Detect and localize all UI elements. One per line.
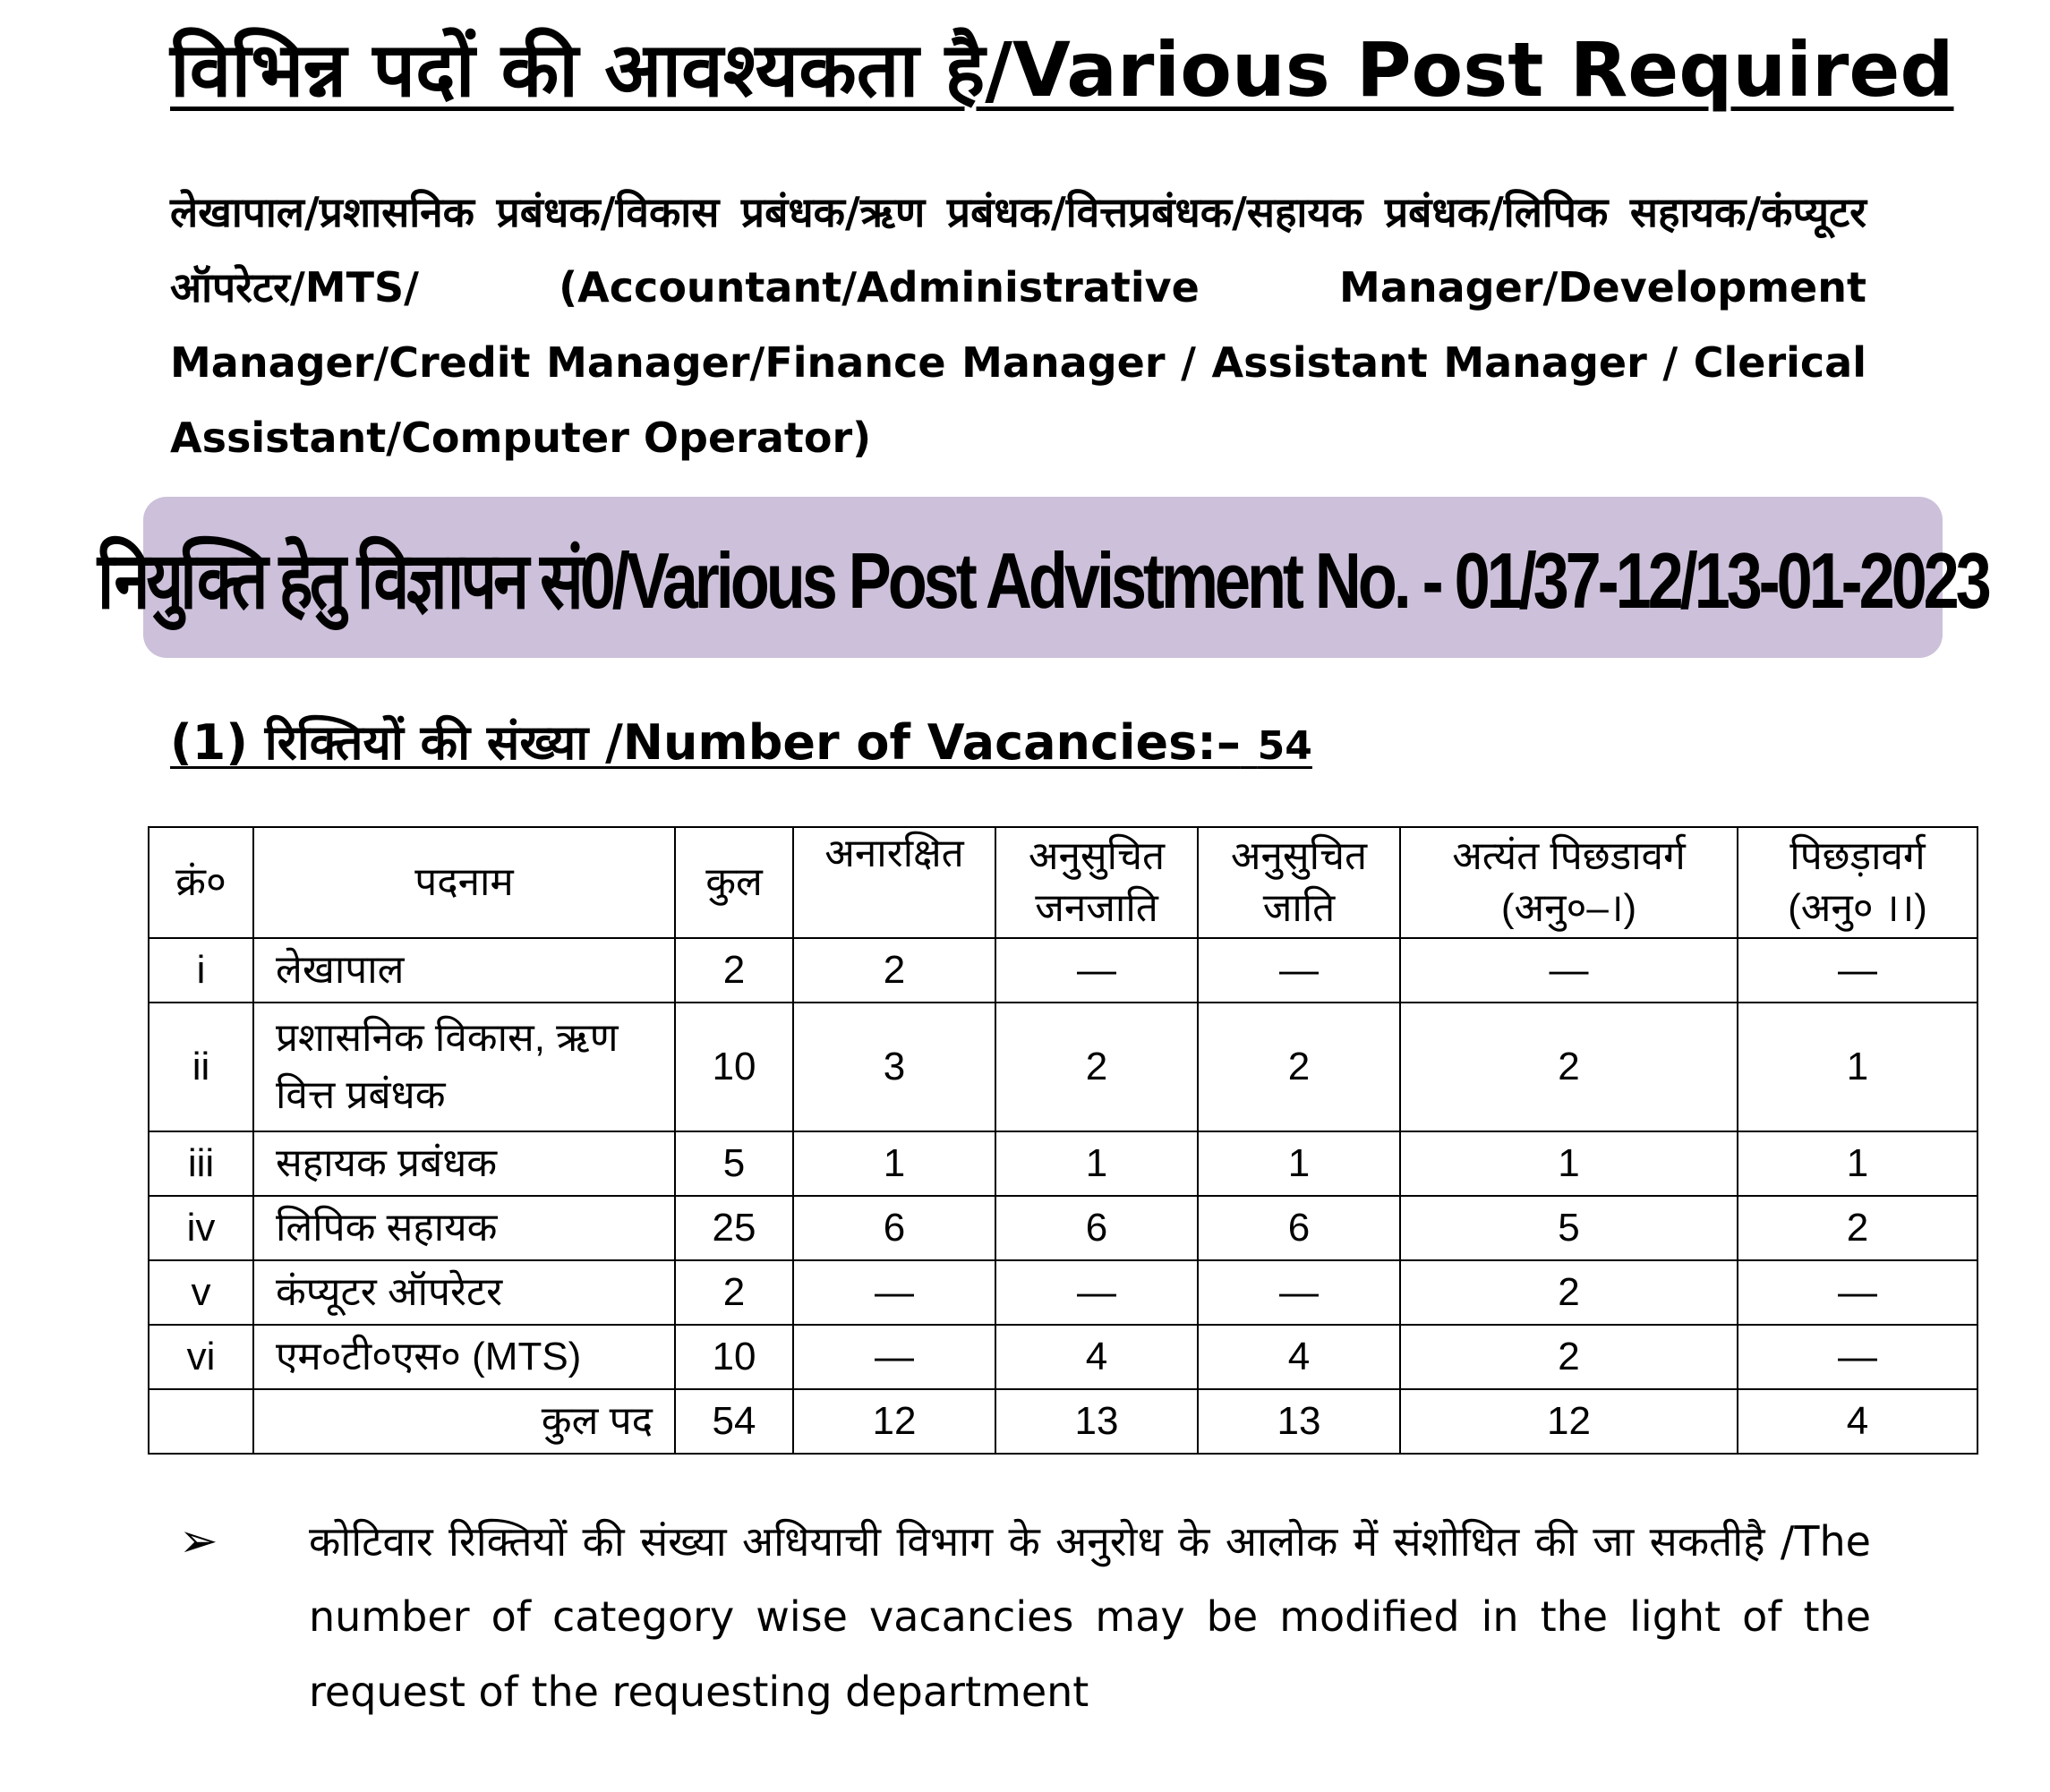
table-cell: 2	[793, 938, 995, 1003]
table-cell: लिपिक सहायक	[253, 1196, 675, 1260]
table-cell: 2	[675, 938, 793, 1003]
total-label: कुल पद	[253, 1389, 675, 1454]
table-cell: कंप्यूटर ऑपरेटर	[253, 1260, 675, 1325]
table-cell: सहायक प्रबंधक	[253, 1131, 675, 1196]
posts-list: लेखापाल/प्रशासनिक प्रबंधक/विकास प्रबंधक/ऋण प्रबंधक/वित्तप्रबंधक/सहायक प्रबंधक/लिपिक सहायक/कंप्यूटर ऑपरेटर/MTS/ (Accountant/Administrative Manager/Development Manager/Credit Manager/Finance Manager / Assistant Manager / Clerical Assistant/Computer Operator)	[170, 188, 1866, 462]
table-cell: iv	[149, 1196, 253, 1260]
table-cell: 10	[675, 1325, 793, 1389]
table-cell: 1	[995, 1131, 1198, 1196]
table-cell: 6	[793, 1196, 995, 1260]
table-row	[149, 1260, 1977, 1325]
table-cell: 12	[1400, 1389, 1738, 1454]
table-cell: —	[793, 1260, 995, 1325]
header-cell: क्रं०	[149, 827, 253, 938]
header-cell: पदनाम	[253, 827, 675, 938]
table-cell: —	[1400, 938, 1738, 1003]
table-cell: ii	[149, 1003, 253, 1131]
table-cell: 1	[1198, 1131, 1400, 1196]
table-cell: 25	[675, 1196, 793, 1260]
table-cell: v	[149, 1260, 253, 1325]
table-cell: 5	[675, 1131, 793, 1196]
table-cell: 54	[675, 1389, 793, 1454]
table-cell: 2	[1198, 1003, 1400, 1131]
table-cell: 1	[1738, 1003, 1977, 1131]
table-row	[149, 1196, 1977, 1260]
header-cell: पिछड़ावर्ग (अनु० ।।)	[1738, 827, 1977, 938]
table-row	[149, 1325, 1977, 1389]
table-cell: —	[995, 1260, 1198, 1325]
note	[179, 1504, 1871, 1729]
table-cell: 12	[793, 1389, 995, 1454]
table-cell: —	[793, 1325, 995, 1389]
table-cell: एम०टी०एस० (MTS)	[253, 1325, 675, 1389]
table-cell: —	[1738, 1260, 1977, 1325]
table-cell: —	[1198, 938, 1400, 1003]
table-cell: 2	[1400, 1325, 1738, 1389]
table-cell: 2	[1400, 1003, 1738, 1131]
table-cell: 2	[995, 1003, 1198, 1131]
table-cell: 4	[1198, 1325, 1400, 1389]
vacancies-table	[148, 826, 1978, 1455]
table-cell: 13	[995, 1389, 1198, 1454]
table-cell: 1	[1400, 1131, 1738, 1196]
page-title: विभिन्न पदों की आवश्यकता है/Various Post Required	[170, 26, 1954, 114]
table-cell	[149, 1389, 253, 1454]
table-cell: 10	[675, 1003, 793, 1131]
table-cell: iii	[149, 1131, 253, 1196]
table-cell: 1	[793, 1131, 995, 1196]
table-cell: 2	[675, 1260, 793, 1325]
table-cell: vi	[149, 1325, 253, 1389]
table-cell: —	[1738, 938, 1977, 1003]
header-cell: अनारक्षित	[793, 827, 995, 938]
arrow-bullet-icon: ➢	[179, 1515, 218, 1568]
header-cell: अनुसुचित जाति	[1198, 827, 1400, 938]
note-text: कोटिवार रिक्तियों की संख्या अधियाची विभाग के अनुरोध के आलोक में संशोधित की जा सकतीहै /The number of category wise vacancies may be modified in the light of the request of the requesting department	[309, 1517, 1871, 1716]
vacancies-count: 54	[1257, 723, 1312, 769]
table-row	[149, 1003, 1977, 1131]
table-cell: —	[1198, 1260, 1400, 1325]
table-cell: 6	[1198, 1196, 1400, 1260]
table-cell: 4	[995, 1325, 1198, 1389]
advertisement-number: नियुक्ति हेतु विज्ञापन सं0/Various Post Advistment No. - 01/37-12/13-01-2023	[98, 536, 1988, 625]
header-cell: अनुसुचित जनजाति	[995, 827, 1198, 938]
advertisement-banner	[98, 497, 1988, 658]
header-cell: कुल	[675, 827, 793, 938]
vacancies-heading	[170, 707, 1312, 782]
table-cell: 2	[1738, 1196, 1977, 1260]
table-cell: —	[995, 938, 1198, 1003]
table-total-row	[149, 1389, 1977, 1454]
table-cell: 13	[1198, 1389, 1400, 1454]
table-cell: प्रशासनिक विकास, ऋण वित्त प्रबंधक	[253, 1003, 675, 1131]
table-cell: 3	[793, 1003, 995, 1131]
table-cell: 5	[1400, 1196, 1738, 1260]
table-cell: i	[149, 938, 253, 1003]
table-cell: —	[1738, 1325, 1977, 1389]
table-header-row	[149, 827, 1977, 938]
table-cell: 6	[995, 1196, 1198, 1260]
table-cell: 4	[1738, 1389, 1977, 1454]
header-cell: अत्यंत पिछडावर्ग (अनु०–।)	[1400, 827, 1738, 938]
vacancies-heading-label: (1) रिक्तियों की संख्या /Number of Vacancies:–	[170, 714, 1241, 771]
table-cell: 2	[1400, 1260, 1738, 1325]
table-cell: लेखापाल	[253, 938, 675, 1003]
table-cell: 1	[1738, 1131, 1977, 1196]
table-row	[149, 1131, 1977, 1196]
table-row	[149, 938, 1977, 1003]
